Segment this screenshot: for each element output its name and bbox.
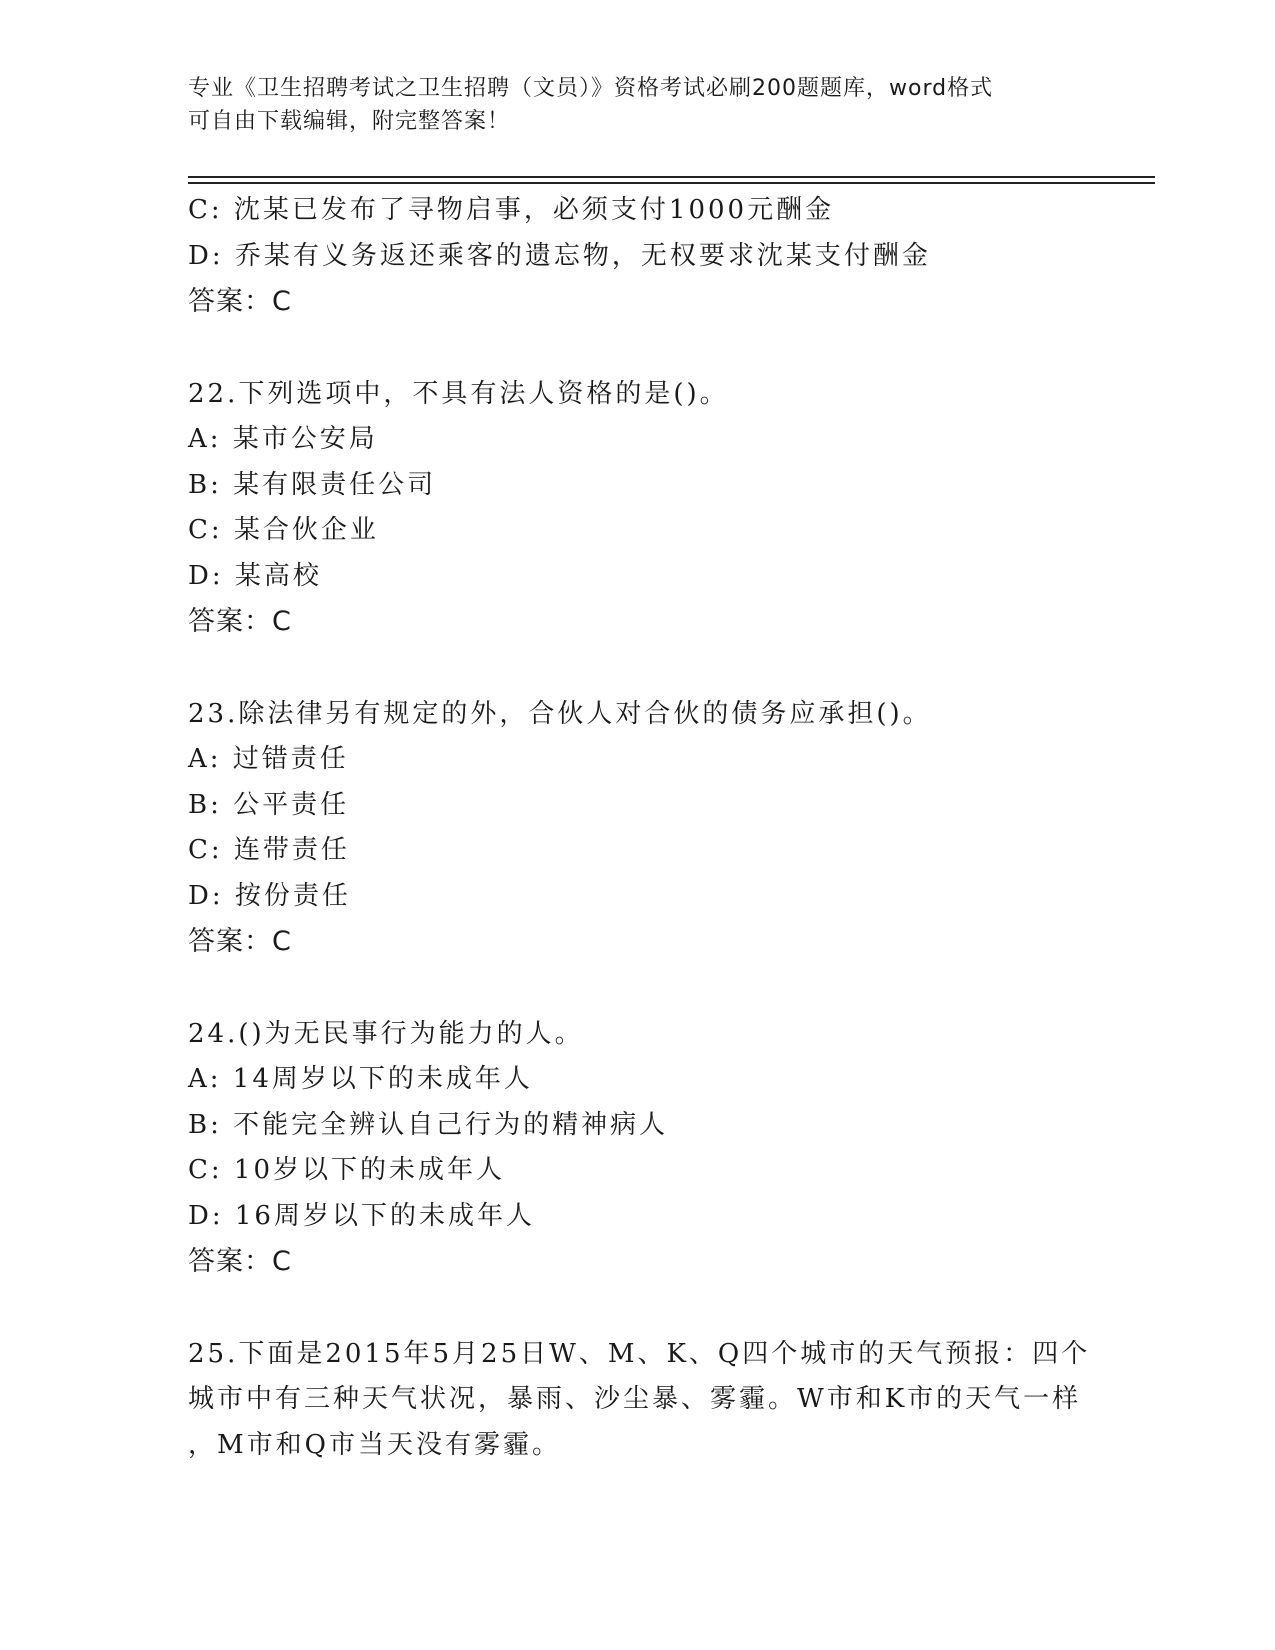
option-d: D: 某高校 bbox=[188, 560, 322, 591]
option-b: B: 某有限责任公司 bbox=[188, 469, 437, 500]
answer-line: 答案：C bbox=[188, 286, 292, 317]
option-b: B: 不能完全辨认自己行为的精神病人 bbox=[188, 1109, 669, 1140]
option-d: D: 按份责任 bbox=[188, 880, 351, 911]
option-c: C: 10岁以下的未成年人 bbox=[188, 1155, 506, 1185]
header-title-line-2: 可自由下载编辑，附完整答案！ bbox=[188, 109, 511, 134]
question-text-line-3: ，M市和Q市当天没有雾霾。 bbox=[188, 1429, 561, 1460]
spacer bbox=[188, 965, 1108, 1012]
spacer bbox=[188, 1285, 1108, 1332]
question-23-block bbox=[188, 692, 1108, 965]
answer-line: 答案：C bbox=[188, 1246, 292, 1277]
answer-line: 答案：C bbox=[188, 606, 292, 637]
option-c: C: 沈某已发布了寻物启事，必须支付1000元酬金 bbox=[188, 195, 835, 225]
option-c: C: 连带责任 bbox=[188, 835, 350, 865]
header-rule-bottom bbox=[188, 182, 1155, 184]
option-b: B: 公平责任 bbox=[188, 789, 350, 820]
spacer bbox=[188, 645, 1108, 692]
option-d: D: 乔某有义务返还乘客的遗忘物，无权要求沈某支付酬金 bbox=[188, 240, 931, 271]
option-a: A: 14周岁以下的未成年人 bbox=[188, 1064, 533, 1094]
question-22-block bbox=[188, 372, 1108, 645]
spacer bbox=[188, 325, 1108, 372]
header-rule-top bbox=[188, 176, 1155, 178]
question-text: 22.下列选项中，不具有法人资格的是()。 bbox=[188, 378, 729, 409]
question-25-block bbox=[188, 1332, 1108, 1469]
header-title-line-1: 专业《卫生招聘考试之卫生招聘（文员）》资格考试必刷200题题库，word格式 bbox=[188, 76, 994, 101]
option-a: A: 过错责任 bbox=[188, 744, 349, 774]
question-24-block bbox=[188, 1012, 1108, 1285]
option-d: D: 16周岁以下的未成年人 bbox=[188, 1200, 535, 1231]
question-text-line-2: 城市中有三种天气状况，暴雨、沙尘暴、雾霾。W市和K市的天气一样 bbox=[188, 1384, 1082, 1414]
question-list bbox=[188, 188, 1108, 1468]
question-text-line-1: 25.下面是2015年5月25日W、M、K、Q四个城市的天气预报：四个 bbox=[188, 1338, 1091, 1369]
option-a: A: 某市公安局 bbox=[188, 424, 378, 454]
option-c: C: 某合伙企业 bbox=[188, 515, 379, 545]
question-text: 24.()为无民事行为能力的人。 bbox=[188, 1018, 584, 1049]
question-text: 23.除法律另有规定的外，合伙人对合伙的债务应承担()。 bbox=[188, 698, 932, 729]
question-21-block bbox=[188, 188, 1108, 325]
document-header bbox=[188, 72, 1088, 138]
answer-line: 答案：C bbox=[188, 926, 292, 957]
